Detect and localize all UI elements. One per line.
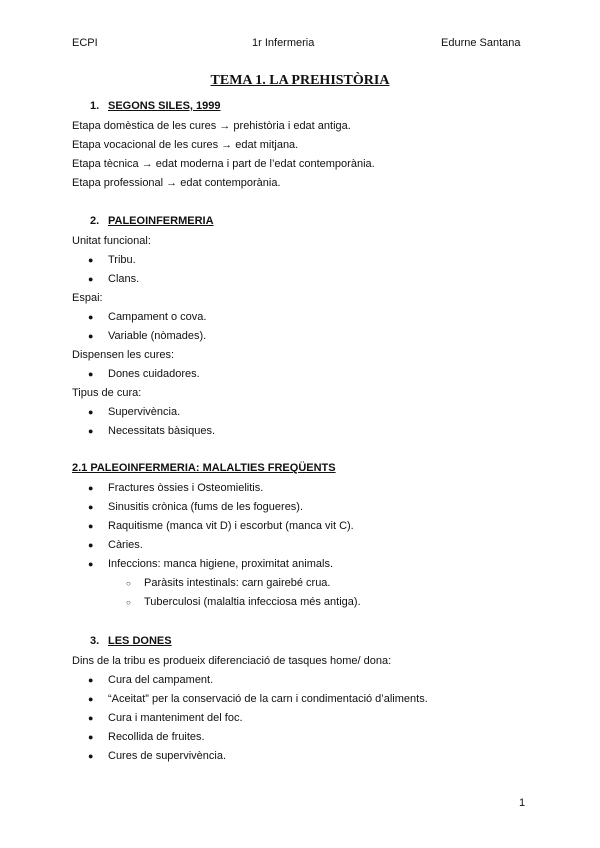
- list-item: [88, 482, 263, 495]
- bullet-icon: ●: [88, 331, 94, 341]
- paragraph-line: Etapa vocacional de les cures → edat mitjana.: [72, 139, 299, 151]
- paragraph-line: Etapa domèstica de les cures → prehistòria i edat antiga.: [72, 120, 351, 132]
- list-item-text: Càries.: [108, 539, 143, 551]
- section-number: 3.: [90, 635, 100, 647]
- paragraph-line: Etapa tècnica → edat moderna i part de l’edat contemporània.: [72, 158, 375, 170]
- list-item: [88, 330, 206, 343]
- list-item: [88, 406, 180, 419]
- sub-list-item-text: Tuberculosi (malaltia infecciosa més antiga).: [144, 596, 361, 608]
- hollow-bullet-icon: ○: [126, 598, 131, 607]
- sub-list-item: [126, 577, 330, 590]
- list-item: [88, 273, 139, 286]
- list-item-text: Raquitisme (manca vit D) i escorbut (manca vit C).: [108, 520, 354, 532]
- document-title: TEMA 1. LA PREHISTÒRIA: [210, 73, 390, 88]
- list-item-text: Clans.: [108, 273, 140, 285]
- list-item-text: Sinusitis crònica (fums de les fogueres).: [108, 501, 304, 513]
- list-item-text: Infeccions: manca higiene, proximitat animals.: [108, 558, 333, 570]
- bullet-icon: ●: [88, 675, 94, 685]
- list-item-text: Fractures òssies i Osteomielitis.: [108, 482, 264, 494]
- hollow-bullet-icon: ○: [126, 579, 131, 588]
- list-item: [88, 558, 333, 571]
- section-title: SEGONS SILES, 1999: [108, 100, 221, 112]
- label-dispensen-cures: Dispensen les cures:: [72, 349, 175, 361]
- list-item-text: “Aceitat” per la conservació de la carn i condimentació d’aliments.: [108, 693, 428, 705]
- list-item: [88, 501, 303, 514]
- paragraph-line: Dins de la tribu es produeix diferenciació de tasques home/ dona:: [72, 655, 392, 667]
- list-item: [88, 425, 215, 438]
- paragraph-line: Etapa professional → edat contemporània.: [72, 177, 281, 189]
- section-title: LES DONES: [108, 635, 172, 647]
- list-item: [88, 311, 206, 324]
- header-author: Edurne Santana: [441, 37, 521, 49]
- list-item-text: Cura del campament.: [108, 674, 214, 686]
- bullet-icon: ●: [88, 255, 94, 265]
- list-item-text: Necessitats bàsiques.: [108, 425, 215, 437]
- list-item: [88, 539, 143, 552]
- bullet-icon: ●: [88, 751, 94, 761]
- bullet-icon: ●: [88, 521, 94, 531]
- list-item: [88, 712, 243, 725]
- list-item-text: Cures de supervivència.: [108, 750, 227, 762]
- list-item: [88, 368, 200, 381]
- list-item: [88, 693, 428, 706]
- bullet-icon: ●: [88, 426, 94, 436]
- bullet-icon: ●: [88, 502, 94, 512]
- list-item-text: Dones cuidadores.: [108, 368, 200, 380]
- label-espai: Espai:: [72, 292, 103, 304]
- bullet-icon: ●: [88, 369, 94, 379]
- list-item: [88, 520, 354, 533]
- sub-list-item-text: Paràsits intestinals: carn gairebé crua.: [144, 577, 331, 589]
- header-course: ECPI: [72, 37, 98, 49]
- list-item-text: Variable (nòmades).: [108, 330, 207, 342]
- section-number: 2.: [90, 215, 100, 227]
- bullet-icon: ●: [88, 312, 94, 322]
- header-year: 1r Infermeria: [252, 37, 315, 49]
- section-number: 1.: [90, 100, 100, 112]
- list-item-text: Supervivència.: [108, 406, 181, 418]
- list-item-text: Recollida de fruites.: [108, 731, 205, 743]
- bullet-icon: ●: [88, 694, 94, 704]
- list-item-text: Campament o cova.: [108, 311, 207, 323]
- label-tipus-cura: Tipus de cura:: [72, 387, 142, 399]
- list-item-text: Cura i manteniment del foc.: [108, 712, 243, 724]
- section-2-heading: [90, 215, 214, 228]
- section-2-1-heading: 2.1 PALEOINFERMERIA: MALALTIES FREQÜENTS: [72, 462, 336, 474]
- list-item: [88, 674, 213, 687]
- list-item-text: Tribu.: [108, 254, 136, 266]
- bullet-icon: ●: [88, 540, 94, 550]
- section-3-heading: [90, 635, 172, 648]
- bullet-icon: ●: [88, 407, 94, 417]
- bullet-icon: ●: [88, 713, 94, 723]
- label-unitat-funcional: Unitat funcional:: [72, 235, 151, 247]
- section-title: PALEOINFERMERIA: [108, 215, 214, 227]
- list-item: [88, 750, 226, 763]
- bullet-icon: ●: [88, 732, 94, 742]
- bullet-icon: ●: [88, 274, 94, 284]
- list-item: [88, 731, 205, 744]
- section-1-heading: [90, 100, 221, 113]
- bullet-icon: ●: [88, 559, 94, 569]
- list-item: [88, 254, 136, 267]
- sub-list-item: [126, 596, 361, 609]
- bullet-icon: ●: [88, 483, 94, 493]
- page-number: 1: [519, 797, 526, 809]
